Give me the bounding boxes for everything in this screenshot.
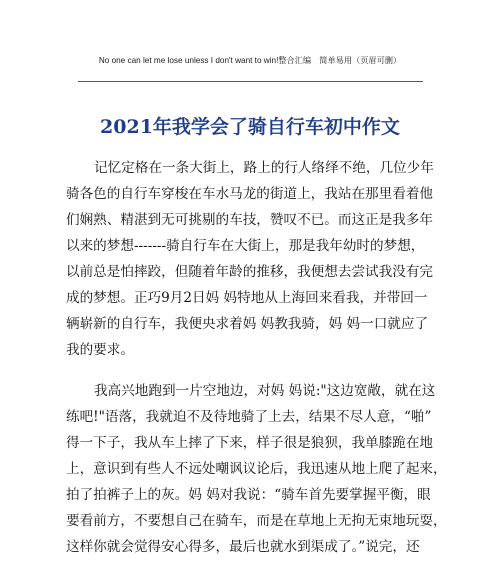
paragraph-line: 以来的梦想-------骑自行车在大街上，那是我年幼时的梦想， — [66, 238, 425, 254]
paragraph-line: 得一下子，我从车上摔了下来，样子很是狼狈，我单膝跪在地 — [66, 435, 434, 451]
page-header: No one can let me lose unless I don't want to win!整合汇编 简单易用（页眉可删） — [98, 56, 402, 65]
paragraph-line: 拍了拍裤子上的灰。妈 妈对我说：“骑车首先要掌握平衡，眼 — [66, 487, 431, 503]
document-title: 2021年我学会了骑自行车初中作文 — [100, 115, 400, 138]
paragraph-line: 我的要求。 — [66, 342, 134, 358]
paragraph-line: 们娴熟、精湛到无可挑剔的车技，赞叹不已。而这正是我多年 — [66, 212, 434, 228]
paragraph-line: 要看前方，不要想自己在骑车，而是在草地上无拘无束地玩耍， — [66, 513, 447, 529]
paragraph-1 — [66, 155, 434, 363]
paragraph-line: 练吧!"语落，我就迫不及待地骑了上去，结果不尽人意，“啪” — [66, 409, 432, 425]
paragraph-line: 我高兴地跑到一片空地边，对妈 妈说:"这边宽敞，就在这 — [94, 383, 436, 399]
paragraph-line: 记忆定格在一条大街上，路上的行人络绎不绝，几位少年 — [94, 160, 434, 176]
paragraph-line: 骑各色的自行车穿梭在车水马龙的街道上，我站在那里看着他 — [66, 186, 434, 202]
header-divider — [78, 81, 423, 82]
paragraph-line: 这样你就会觉得安心得多，最后也就水到渠成了。”说完，还 — [66, 539, 420, 555]
paragraph-line: 辆崭新的自行车，我便央求着妈 妈教我骑，妈 妈一口就应了 — [66, 316, 429, 332]
paragraph-line: 上，意识到有些人不远处嘲讽议论后，我迅速从地上爬了起来， — [66, 461, 447, 477]
paragraph-line: 成的梦想。正巧9月2日妈 妈特地从上海回来看我，并带回一 — [66, 290, 428, 306]
paragraph-2 — [66, 378, 447, 560]
paragraph-line: 以前总是怕摔跤，但随着年龄的推移，我便想去尝试我没有完 — [66, 264, 434, 280]
